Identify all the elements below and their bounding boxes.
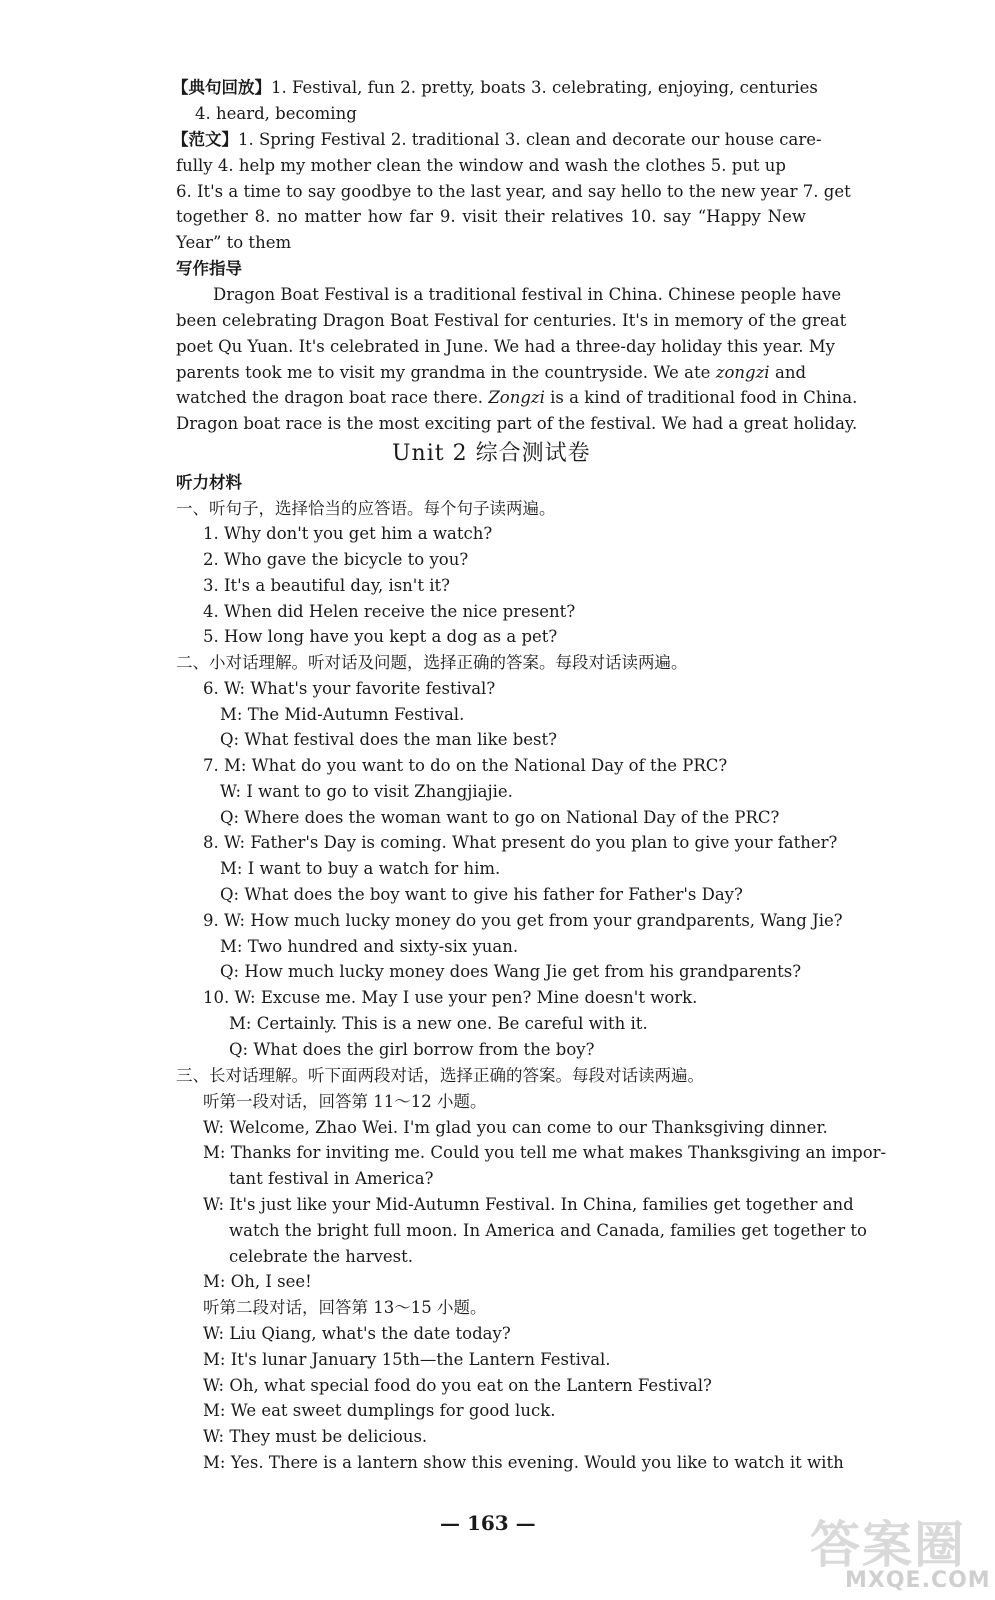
conversation-1-line-2: M: Thanks for inviting me. Could you tell me what makes Thanksgiving an impor- [203,1143,887,1162]
page-number: — 163 — [440,1511,536,1535]
question-1: 1. Why don't you get him a watch? [203,524,493,543]
section-two-title: 二、小对话理解。听对话及问题，选择正确的答案。每段对话读两遍。 [176,653,688,672]
answer-line-2: 4. heard, becoming [195,104,357,123]
answer-text: 1. Spring Festival 2. traditional 3. clean and decorate our house care- [238,130,822,149]
answer-line-1 [172,77,818,99]
dialog-9-question: Q: How much lucky money does Wang Jie get from his grandparents? [220,962,802,981]
essay-line-6: Dragon boat race is the most exciting part of the festival. We had a great holiday. [176,414,858,433]
conversation-1-line-4: W: It's just like your Mid-Autumn Festival. In China, families get together and [203,1195,854,1214]
section-one-title: 一、听句子，选择恰当的应答语。每个句子读两遍。 [176,499,556,518]
essay-text: parents took me to visit my grandma in the countryside. We ate [176,363,711,382]
answer-line-3 [172,129,822,151]
essay-line-3: poet Qu Yuan. It's celebrated in June. We had a three-day holiday this year. My [176,337,836,356]
answer-line-4: fully 4. help my mother clean the window and wash the clothes 5. put up [176,156,786,175]
conversation-2-line-3: W: Oh, what special food do you eat on the Lantern Festival? [203,1376,712,1395]
question-2: 2. Who gave the bicycle to you? [203,550,469,569]
question-3: 3. It's a beautiful day, isn't it? [203,576,450,595]
essay-italic: Zongzi [488,388,545,407]
answer-line-6: together 8. no matter how far 9. visit their relatives 10. say “Happy New [176,207,806,226]
conversation-1-line-7: M: Oh, I see! [203,1272,312,1291]
section-three-title: 三、长对话理解。听下面两段对话，选择正确的答案。每段对话读两遍。 [176,1066,704,1085]
essay-text: and [774,363,807,382]
essay-line-5 [176,387,858,409]
dialog-8-line-2: M: I want to buy a watch for him. [220,859,501,878]
conversation-2-line-2: M: It's lunar January 15th—the Lantern Festival. [203,1350,611,1369]
essay-text: watched the dragon boat race there. [176,388,484,407]
conversation-1-line-5: watch the bright full moon. In America and Canada, families get together to [229,1221,867,1240]
watermark-url: MXQE.COM [845,1568,991,1593]
listening-heading: 听力材料 [176,473,242,492]
conversation-2-line-6: M: Yes. There is a lantern show this evening. Would you like to watch it with [203,1453,844,1472]
essay-line-2: been celebrating Dragon Boat Festival for centuries. It's in memory of the great [176,311,847,330]
dialog-10-line-1: 10. W: Excuse me. May I use your pen? Mine doesn't work. [203,988,698,1007]
dialog-10-line-2: M: Certainly. This is a new one. Be careful with it. [229,1014,648,1033]
dialog-6-line-1: 6. W: What's your favorite festival? [203,679,496,698]
answer-text: 1. Festival, fun 2. pretty, boats 3. celebrating, enjoying, centuries [271,78,818,97]
dialog-8-line-1: 8. W: Father's Day is coming. What present do you plan to give your father? [203,833,838,852]
dialog-6-question: Q: What festival does the man like best? [220,730,557,749]
dialog-7-line-2: W: I want to go to visit Zhangjiajie. [220,782,513,801]
conversation-2-line-4: M: We eat sweet dumplings for good luck. [203,1401,556,1420]
question-5: 5. How long have you kept a dog as a pet? [203,627,558,646]
conversation-1-line-1: W: Welcome, Zhao Wei. I'm glad you can come to our Thanksgiving dinner. [203,1118,828,1137]
dialog-8-question: Q: What does the boy want to give his father for Father's Day? [220,885,743,904]
conversation-2-line-5: W: They must be delicious. [203,1427,428,1446]
conversation-2-line-1: W: Liu Qiang, what's the date today? [203,1324,511,1343]
conversation-2-title: 听第二段对话，回答第 13～15 小题。 [203,1298,487,1317]
dialog-7-line-1: 7. M: What do you want to do on the National Day of the PRC? [203,756,728,775]
dialog-9-line-2: M: Two hundred and sixty-six yuan. [220,937,519,956]
watermark-logo: 答案圈 [810,1516,966,1574]
essay-italic: zongzi [715,363,770,382]
essay-line-4 [176,362,806,384]
conversation-1-line-3: tant festival in America? [229,1169,434,1188]
dialog-9-line-1: 9. W: How much lucky money do you get from your grandparents, Wang Jie? [203,911,843,930]
answer-line-5: 6. It's a time to say goodbye to the last year, and say hello to the new year 7. get [176,182,851,201]
section-tag-sentences: 【典句回放】 [172,78,271,97]
essay-line-1: Dragon Boat Festival is a traditional festival in China. Chinese people have [213,285,842,304]
section-tag-model-essay: 【范文】 [172,130,238,149]
answer-line-7: Year” to them [176,233,292,252]
question-4: 4. When did Helen receive the nice present? [203,602,576,621]
dialog-7-question: Q: Where does the woman want to go on National Day of the PRC? [220,808,780,827]
essay-text: is a kind of traditional food in China. [550,388,858,407]
writing-heading: 写作指导 [176,259,242,278]
dialog-6-line-2: M: The Mid-Autumn Festival. [220,705,465,724]
unit-title: Unit 2 综合测试卷 [392,441,591,466]
dialog-10-question: Q: What does the girl borrow from the boy? [229,1040,595,1059]
conversation-1-line-6: celebrate the harvest. [229,1247,414,1266]
conversation-1-title: 听第一段对话，回答第 11～12 小题。 [203,1092,487,1111]
